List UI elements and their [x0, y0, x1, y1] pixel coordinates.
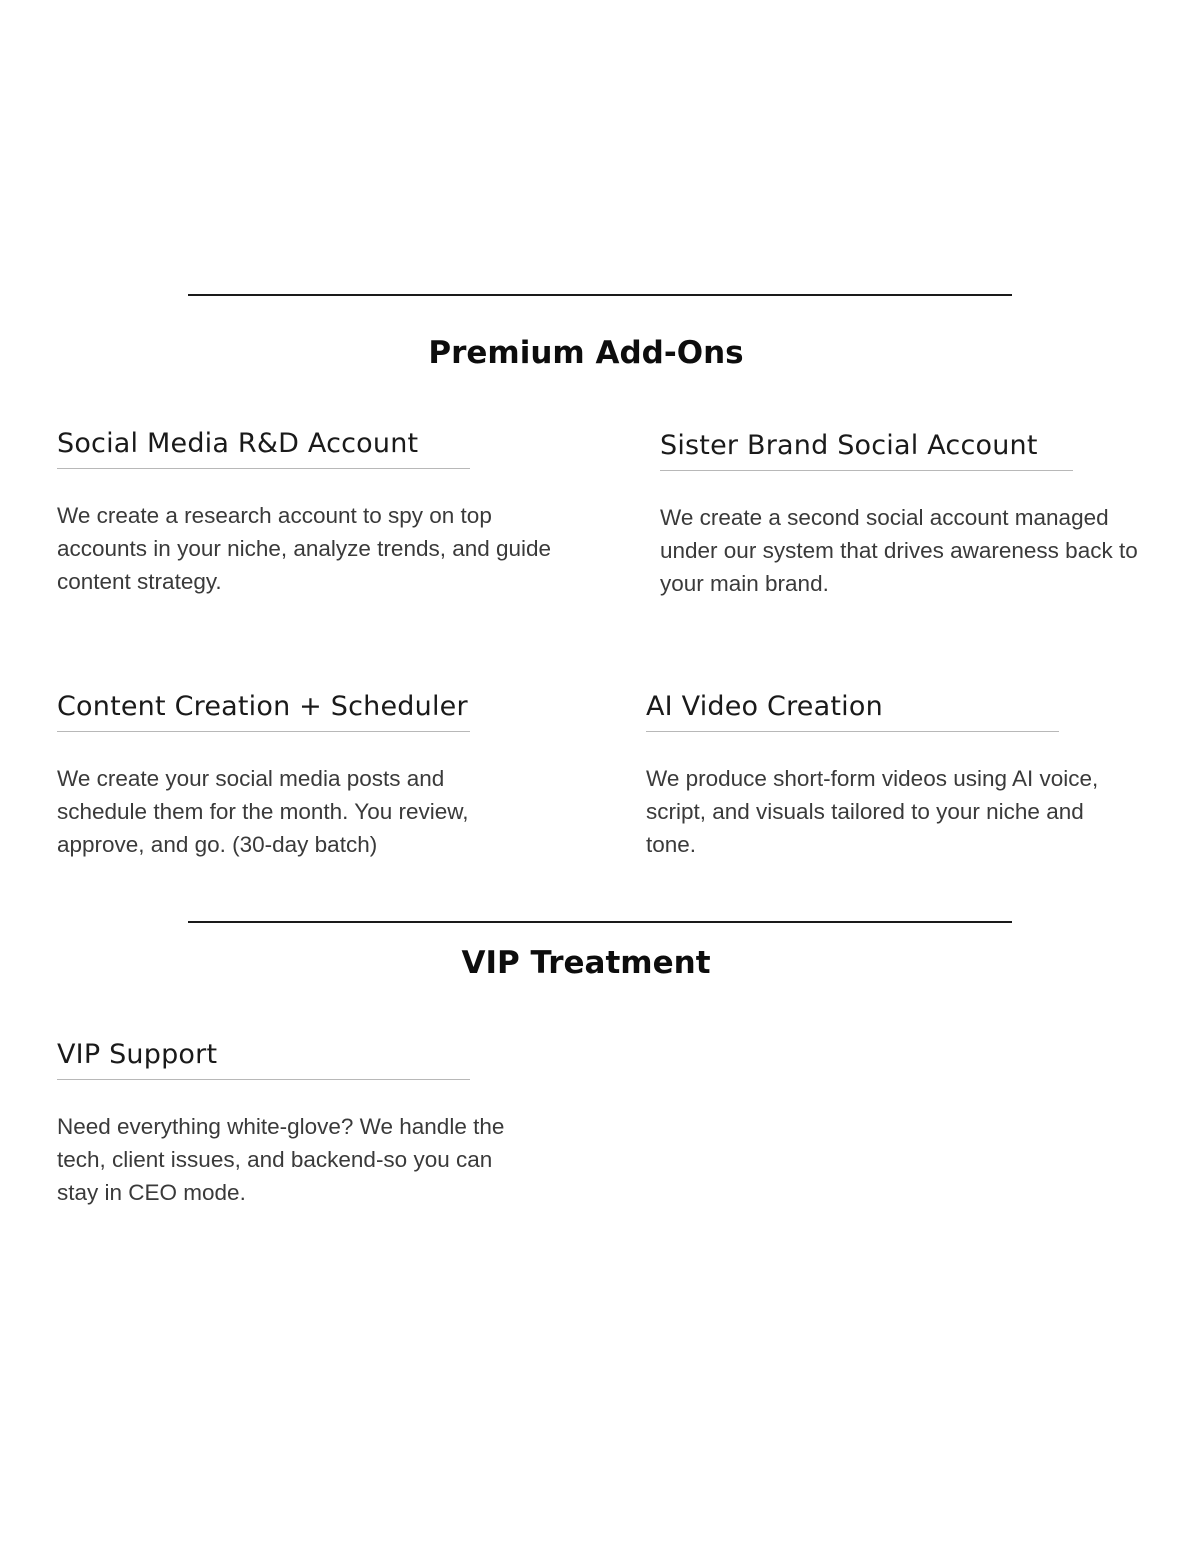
addon-title-underline — [660, 470, 1073, 471]
addon-title-underline — [646, 731, 1059, 732]
addon-description: We create a second social account managed under our system that drives awareness back to your main brand. — [660, 505, 1138, 596]
addon-content-scheduler — [57, 693, 577, 861]
addon-title: Social Media R&D Account — [57, 428, 419, 459]
vip-item-title: VIP Support — [57, 1039, 218, 1070]
vip-item-description: Need everything white-glove? We handle the tech, client issues, and backend-so you can stay in CEO mode. — [57, 1114, 505, 1205]
addon-description: We produce short-form videos using AI voice, script, and visuals tailored to your niche and tone. — [646, 766, 1099, 857]
vip-section-divider — [188, 921, 1012, 923]
addon-title: Sister Brand Social Account — [660, 430, 1038, 461]
addon-description: We create a research account to spy on top accounts in your niche, analyze trends, and guide content strategy. — [57, 503, 552, 594]
addon-ai-video — [646, 693, 1166, 861]
addon-description: We create your social media posts and schedule them for the month. You review, approve, and go. (30-day batch) — [57, 766, 469, 857]
vip-support — [57, 1041, 577, 1209]
addon-title: AI Video Creation — [646, 691, 883, 722]
vip-item-title-underline — [57, 1079, 470, 1080]
addon-title-underline — [57, 468, 470, 469]
addon-rd-account — [57, 430, 577, 598]
addon-sister-brand-account — [660, 432, 1180, 600]
premium-section-title: Premium Add-Ons — [428, 335, 744, 371]
addon-title: Content Creation + Scheduler — [57, 691, 468, 722]
vip-section-title: VIP Treatment — [461, 945, 711, 981]
premium-section-divider — [188, 294, 1012, 296]
addon-title-underline — [57, 731, 470, 732]
